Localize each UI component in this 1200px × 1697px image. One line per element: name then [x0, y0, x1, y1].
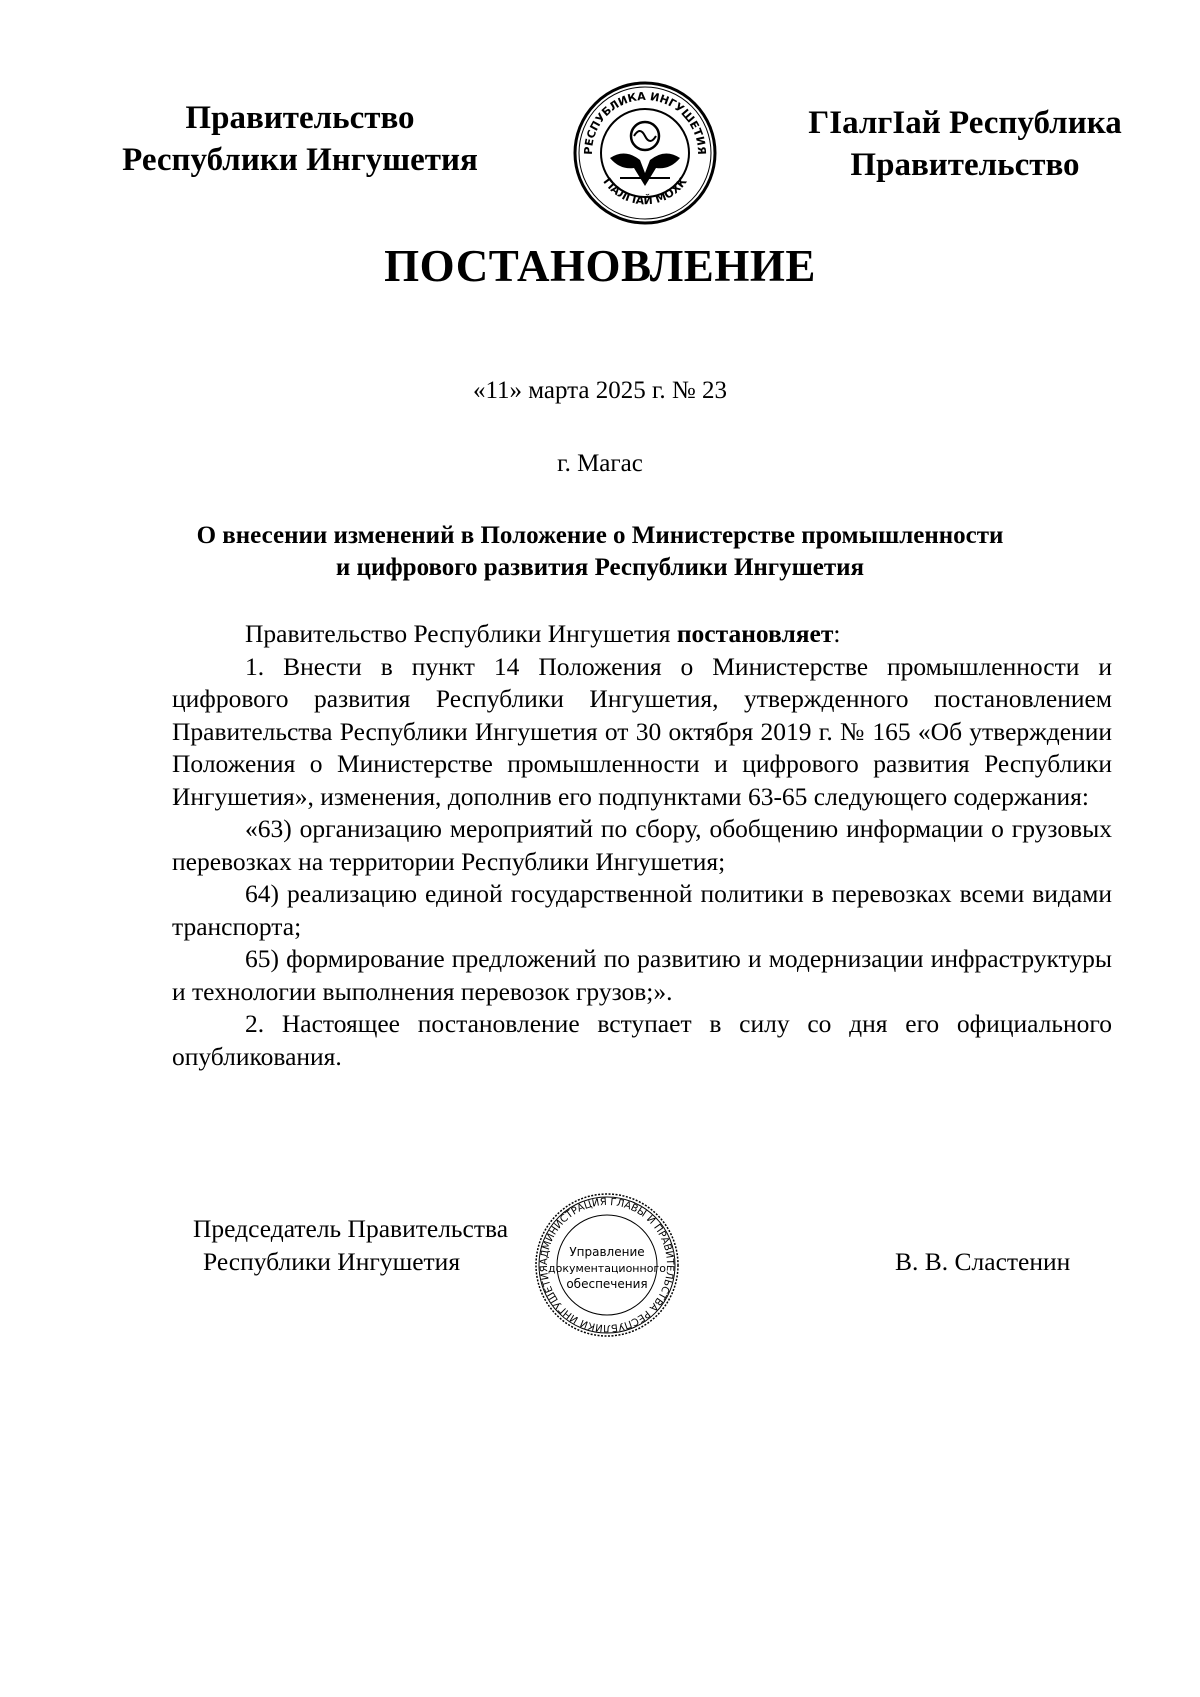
document-date-number: «11» марта 2025 г. № 23 [472, 377, 728, 404]
signatory-position [193, 1212, 553, 1278]
stamp-inner-line3: обеспечения [566, 1277, 648, 1291]
emblem-text-top: РЕСПУБЛИКА ИНГУШЕТИЯ [581, 89, 709, 155]
stamp-inner-line1: Управление [569, 1245, 645, 1259]
signatory-position-line1: Председатель Правительства [193, 1214, 509, 1243]
signatory-name: В. В. Сластенин [895, 1247, 1071, 1276]
subitem-65: 65) формирование предложений по развитию и модернизации инфраструктуры и технологии выполнения перевозок грузов;». [172, 944, 1112, 1006]
document-type-heading: ПОСТАНОВЛЕНИЕ [384, 241, 816, 291]
preamble: Правительство Республики Ингушетия постановляет: [245, 619, 841, 648]
coat-of-arms-icon [570, 78, 720, 228]
item-2: 2. Настоящее постановление вступает в силу со дня его официального опубликования. [172, 1009, 1112, 1071]
document-title-line1: О внесении изменений в Положение о Министерстве промышленности [196, 522, 1004, 549]
document-title-line2: и цифрового развития Республики Ингушетия [335, 554, 865, 581]
stamp-inner-line2: документационного [548, 1262, 666, 1275]
header-right-line1: ГIалгIай Республика [808, 105, 1122, 141]
signatory-position-line2: Республики Ингушетия [203, 1247, 461, 1276]
stamp-ring-text: АДМИНИСТРАЦИЯ ГЛАВЫ И ПРАВИТЕЛЬСТВА РЕСПУБЛИКИ ИНГУШЕТИЯ [538, 1196, 676, 1334]
emblem-text-bottom: ГIАЛГIАЙ МОХК [600, 175, 690, 208]
document-body [172, 618, 1112, 1073]
document-city: г. Магас [557, 450, 643, 477]
subitem-63: «63) организацию мероприятий по сбору, обобщению информации о грузовых перевозках на территории Республики Ингушетия; [172, 814, 1112, 876]
subitem-64: 64) реализацию единой государственной политики в перевозках всеми видами транспорта; [172, 879, 1112, 941]
item-1: 1. Внести в пункт 14 Положения о Министерстве промышленности и цифрового развития Республики Ингушетия, утвержденного постановлением Правительства Республики Ингушетия от 30 октября 2019 г. № 165 «Об утверждении Положения о Министерстве промышленности и цифрового развития Республики Ингушетия», изменения, дополнив его подпунктами 63-65 следующего содержания: [172, 651, 1112, 811]
header-right [785, 102, 1145, 186]
header-left-line1: Правительство [185, 100, 415, 136]
header-left-line2: Республики Ингушетия [122, 142, 478, 178]
header-right-line2: Правительство [850, 147, 1080, 183]
round-stamp-icon [532, 1190, 682, 1340]
preamble-bold: постановляет [676, 619, 834, 648]
header-left [100, 97, 500, 181]
document-title [150, 520, 1050, 584]
